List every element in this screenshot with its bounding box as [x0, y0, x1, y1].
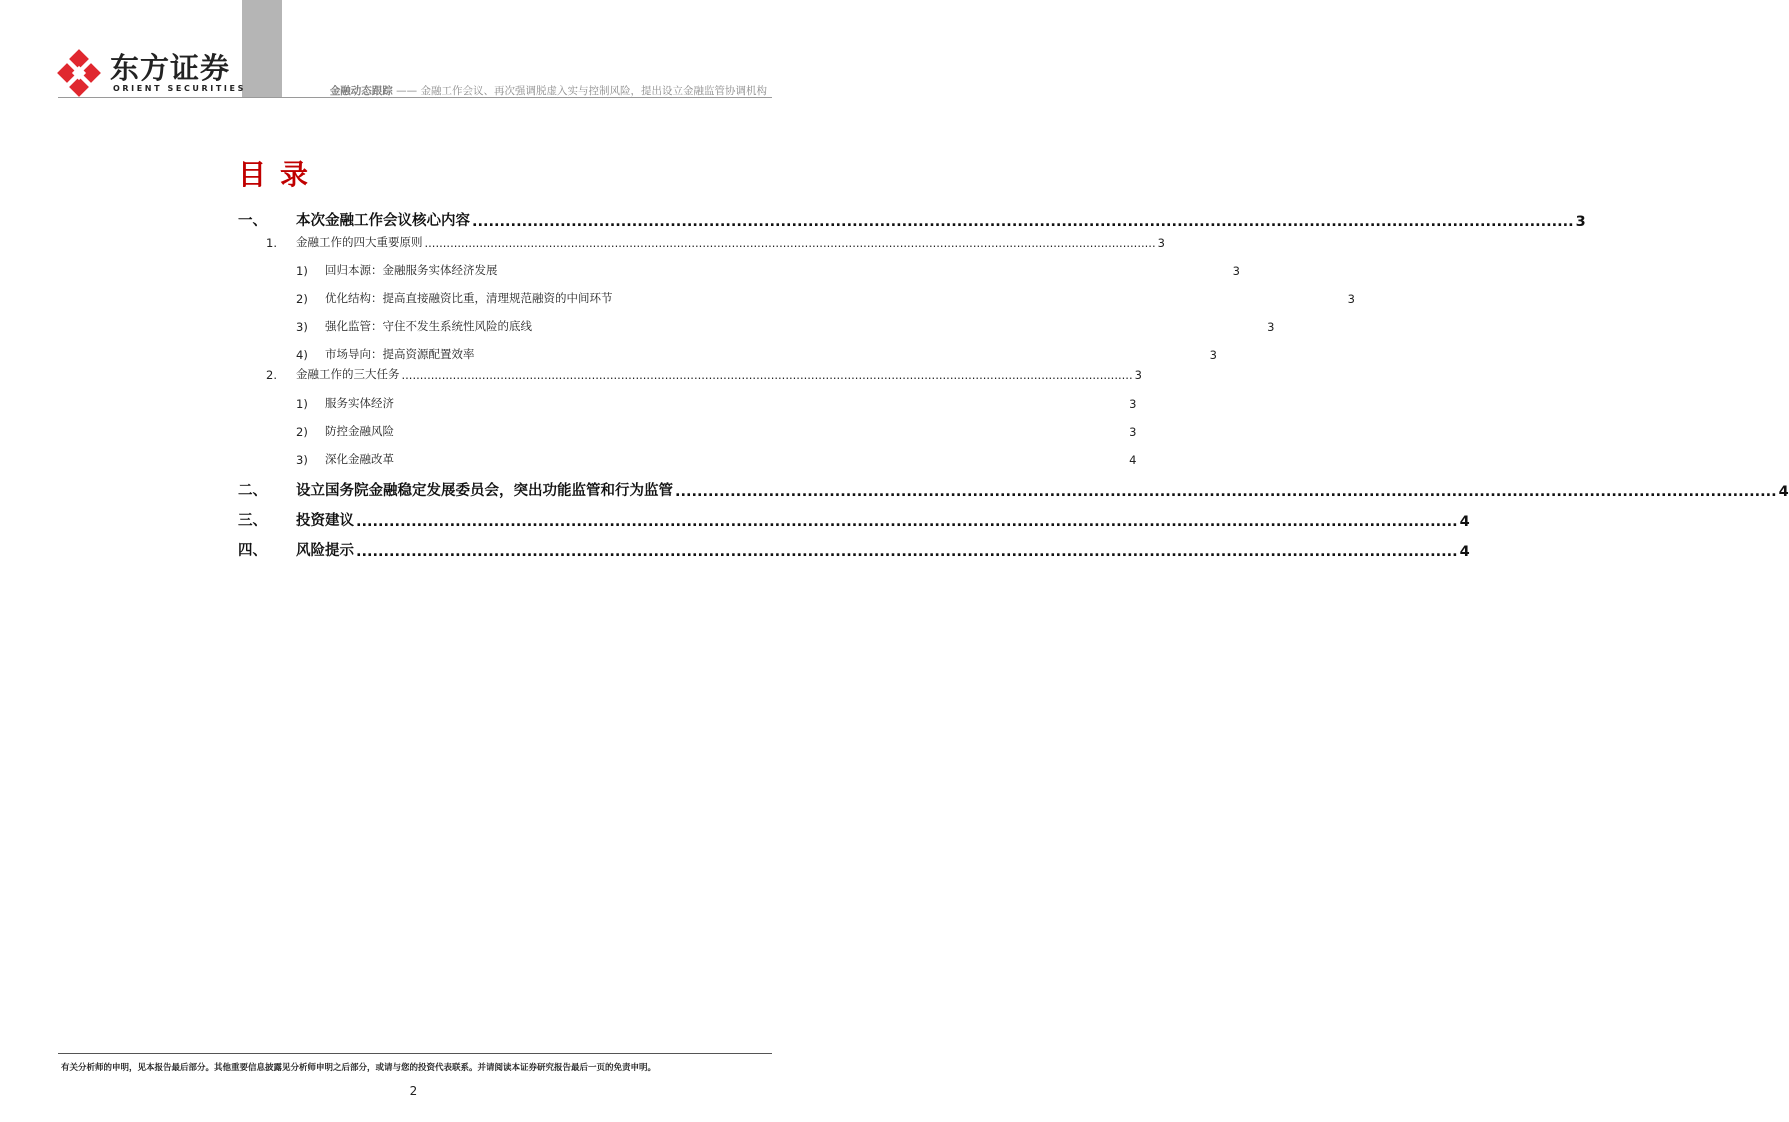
toc-entry-text: 本次金融工作会议核心内容 [296, 213, 470, 229]
header-divider [58, 97, 772, 98]
header-title [330, 83, 767, 98]
toc-entry[interactable] [238, 510, 1470, 530]
toc-entry-page: 3 [1157, 236, 1165, 250]
toc-entry-text: 金融工作的三大任务 [296, 367, 400, 381]
toc-entry-text: 优化结构：提高直接融资比重，清理规范融资的中间环节 [325, 291, 613, 305]
toc-entry[interactable] [238, 395, 1137, 411]
toc-entry-number: 2. [266, 368, 277, 382]
toc-entry-page: 3 [1232, 264, 1240, 278]
toc-entry-page: 3 [1347, 292, 1355, 306]
toc-entry-number: 2) [296, 425, 308, 439]
toc-entry-text: 强化监管：守住不发生系统性风险的底线 [325, 319, 532, 333]
toc-entry-text: 防控金融风险 [325, 424, 394, 438]
toc-entry-text: 设立国务院金融稳定发展委员会，突出功能监管和行为监管 [296, 483, 673, 499]
header-gray-tab [242, 0, 282, 98]
toc-entry[interactable] [238, 262, 1240, 278]
toc-entry-page: 3 [1134, 368, 1142, 382]
toc-entry-text: 投资建议 [296, 513, 354, 529]
brand-name-cn: 东方证券 [110, 51, 231, 85]
toc-leader-dots: ........................................................................................................................................................................................................ [401, 368, 1133, 382]
toc-entry-number: 1) [296, 264, 308, 278]
toc-entry-page: 3 [1129, 397, 1137, 411]
toc-entry-text: 服务实体经济 [325, 396, 394, 410]
toc-entry-text: 风险提示 [296, 543, 354, 559]
toc-entry[interactable] [238, 540, 1470, 560]
toc-entry[interactable] [238, 366, 1142, 382]
toc-entry-page: 4 [1778, 484, 1789, 500]
toc-entry-number: 1. [266, 236, 277, 250]
toc-entry-page: 4 [1459, 544, 1470, 560]
toc-leader-dots: ........................................................................................................................................................................................................ [472, 214, 1574, 230]
toc-entry-number: 二、 [238, 483, 267, 499]
toc-entry[interactable] [238, 423, 1137, 439]
toc-entry[interactable] [238, 318, 1275, 334]
toc-entry-text: 金融工作的四大重要原则 [296, 235, 423, 249]
toc-entry-number: 一、 [238, 213, 267, 229]
toc-leader-dots: ........................................................................................................................................................................................................ [424, 236, 1156, 250]
toc-entry-number: 四、 [238, 543, 267, 559]
toc-entry-text: 市场导向：提高资源配置效率 [325, 347, 475, 361]
toc-title: 目录 [238, 158, 323, 191]
header-separator: —— [396, 85, 418, 97]
toc-entry-number: 3) [296, 453, 308, 467]
toc-entry[interactable] [238, 234, 1165, 250]
toc-entry[interactable] [238, 451, 1137, 467]
toc-leader-dots: ........................................................................................................................................................................................................ [356, 544, 1458, 560]
toc-entry-number: 3) [296, 320, 308, 334]
toc-entry-number: 1) [296, 397, 308, 411]
orient-securities-logo-icon [58, 50, 106, 98]
toc-entry-page: 3 [1575, 214, 1586, 230]
toc-entry-number: 2) [296, 292, 308, 306]
toc-entry-page: 3 [1209, 348, 1217, 362]
toc-entry-text: 深化金融改革 [325, 452, 394, 466]
toc-entry-text: 回归本源：金融服务实体经济发展 [325, 263, 498, 277]
header-series: 金融动态跟踪 [329, 85, 393, 97]
header-report-title: 金融工作会议、再次强调脱虚入实与控制风险，提出设立金融监管协调机构 [420, 85, 767, 97]
toc-leader-dots: ........................................................................................................................................................................................................ [675, 484, 1777, 500]
footer-disclaimer: 有关分析师的申明，见本报告最后部分。其他重要信息披露见分析师申明之后部分，或请与您的投资代表联系。并请阅读本证券研究报告最后一页的免责申明。 [61, 1063, 657, 1073]
toc-entry-page: 3 [1129, 425, 1137, 439]
toc-entry-page: 4 [1459, 514, 1470, 530]
page-number: 2 [409, 1084, 418, 1098]
toc-entry-number: 4) [296, 348, 308, 362]
toc-entry[interactable] [238, 290, 1355, 306]
brand-name-en: ORIENT SECURITIES [113, 84, 246, 93]
toc-entry[interactable] [238, 480, 1789, 500]
toc-entry-page: 3 [1267, 320, 1275, 334]
toc-entry[interactable] [238, 346, 1217, 362]
toc-entry[interactable] [238, 210, 1586, 230]
toc-entry-page: 4 [1129, 453, 1137, 467]
footer-divider [58, 1053, 772, 1054]
toc-leader-dots: ........................................................................................................................................................................................................ [356, 514, 1458, 530]
toc-entry-number: 三、 [238, 513, 267, 529]
